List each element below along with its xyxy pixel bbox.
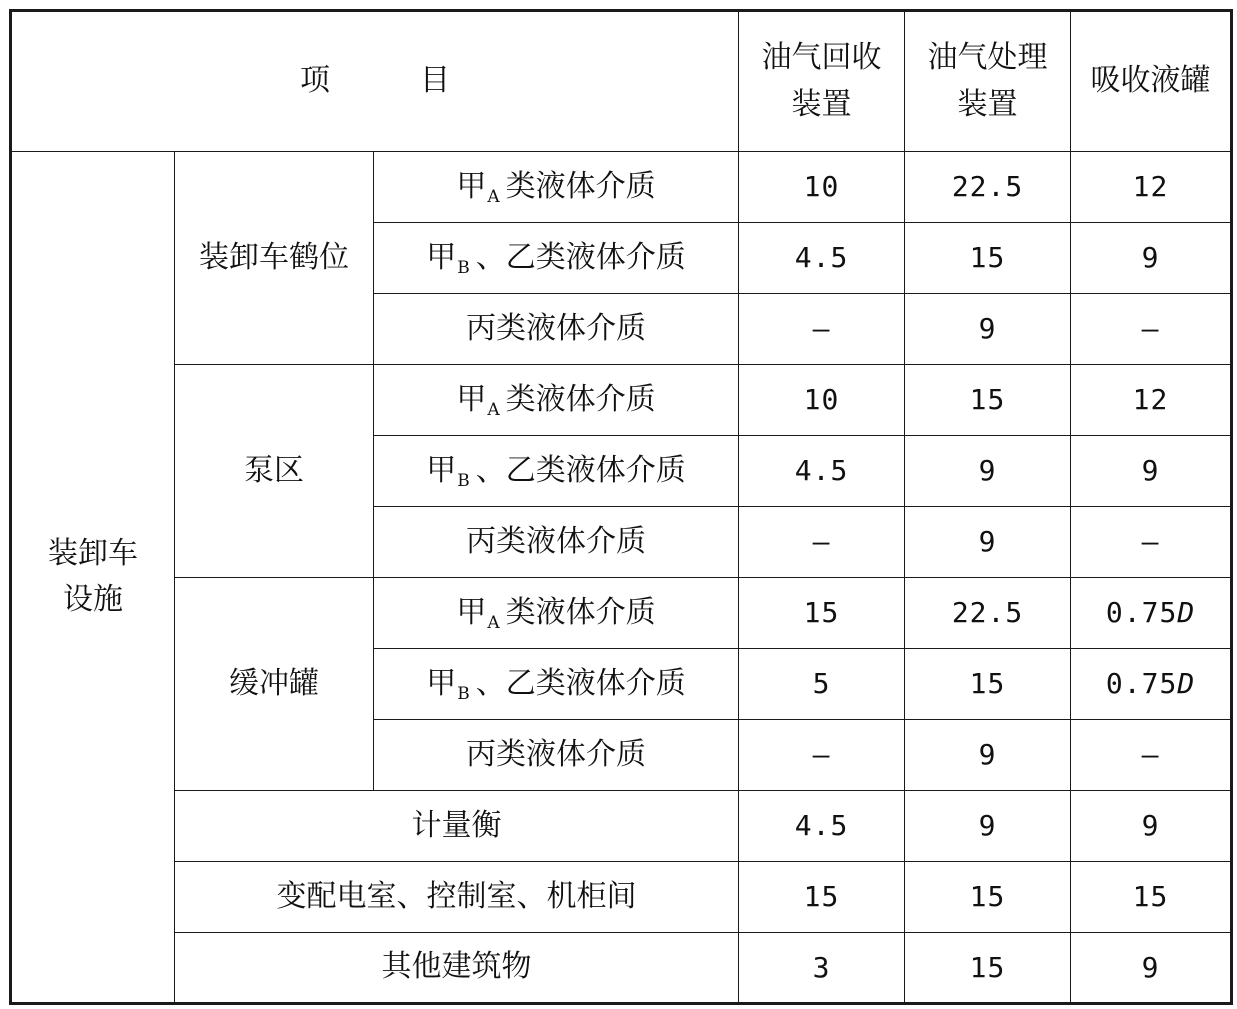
- header-col2-line2: 装置: [957, 86, 1018, 122]
- cell-value: 15: [739, 862, 905, 933]
- cell-value: 15: [905, 649, 1071, 720]
- spacing-table: [9, 9, 1233, 1005]
- table-row: [11, 862, 1232, 933]
- group-label: [11, 152, 175, 1004]
- cell-value: —: [1071, 294, 1232, 365]
- medium-class-a: 甲$_A$ 类液体介质: [374, 152, 739, 223]
- table-row: [11, 365, 1232, 436]
- cell-value: 4.5: [739, 223, 905, 294]
- cell-value: —: [1071, 720, 1232, 791]
- header-item: [11, 11, 739, 152]
- medium-class-b: 甲$_B$ 、乙类液体介质: [374, 649, 739, 720]
- cell-value: —: [1071, 507, 1232, 578]
- cell-value: 15: [905, 933, 1071, 1004]
- cell-value: 9: [905, 720, 1071, 791]
- group-label-line1: 装卸车: [48, 535, 138, 571]
- cell-value: 9: [905, 294, 1071, 365]
- cell-value: 0.75D: [1071, 578, 1232, 649]
- medium-class-b: 甲$_B$ 、乙类液体介质: [374, 223, 739, 294]
- table-row: [11, 578, 1232, 649]
- subgroup-buffer-tank: 缓冲罐: [175, 578, 374, 791]
- cell-value: 15: [905, 223, 1071, 294]
- cell-value: 9: [1071, 933, 1232, 1004]
- cell-value: 10: [739, 152, 905, 223]
- cell-value: —: [739, 507, 905, 578]
- cell-value: 9: [905, 791, 1071, 862]
- cell-value: 15: [905, 365, 1071, 436]
- cell-value: 15: [739, 578, 905, 649]
- diameter-symbol: D: [1177, 667, 1196, 701]
- cell-value: 15: [1071, 862, 1232, 933]
- cell-value: 15: [905, 862, 1071, 933]
- header-row: [11, 11, 1232, 152]
- header-item-char1: 项: [300, 63, 331, 99]
- medium-class-a: 甲$_A$ 类液体介质: [374, 365, 739, 436]
- cell-value: 5: [739, 649, 905, 720]
- cell-value: 9: [1071, 223, 1232, 294]
- cell-value: 9: [905, 507, 1071, 578]
- subgroup-pump-area: 泵区: [175, 365, 374, 578]
- header-vapor-recovery: [739, 11, 905, 152]
- header-col2-line1: 油气处理: [927, 40, 1048, 75]
- row-label-weighbridge: 计量衡: [175, 791, 739, 862]
- group-label-line2: 设施: [63, 582, 123, 617]
- cell-value: —: [739, 294, 905, 365]
- medium-class-b: 甲$_B$ 、乙类液体介质: [374, 436, 739, 507]
- row-label-substation: 变配电室、控制室、机柜间: [175, 862, 739, 933]
- header-col1-line1: 油气回收: [761, 40, 882, 75]
- medium-class-c: 丙类液体介质: [374, 294, 739, 365]
- header-vapor-treatment: [905, 11, 1071, 152]
- cell-value: 9: [905, 436, 1071, 507]
- diameter-symbol: D: [1177, 596, 1196, 630]
- cell-value: 3: [739, 933, 905, 1004]
- cell-value: 12: [1071, 365, 1232, 436]
- cell-value: —: [739, 720, 905, 791]
- medium-class-a: 甲$_A$ 类液体介质: [374, 578, 739, 649]
- subgroup-loading-arm: 装卸车鹤位: [175, 152, 374, 365]
- medium-class-c: 丙类液体介质: [374, 507, 739, 578]
- cell-value: 12: [1071, 152, 1232, 223]
- cell-value: 22.5: [905, 152, 1071, 223]
- header-absorbent-tank: 吸收液罐: [1071, 11, 1232, 152]
- cell-value: 9: [1071, 436, 1232, 507]
- table-row: [11, 933, 1232, 1004]
- cell-value: 0.75D: [1071, 649, 1232, 720]
- table-row: [11, 791, 1232, 862]
- header-item-char2: 目: [420, 63, 451, 99]
- cell-value: 22.5: [905, 578, 1071, 649]
- cell-value: 4.5: [739, 791, 905, 862]
- table-row: [11, 152, 1232, 223]
- header-col1-line2: 装置: [791, 86, 852, 122]
- row-label-other-buildings: 其他建筑物: [175, 933, 739, 1004]
- medium-class-c: 丙类液体介质: [374, 720, 739, 791]
- cell-value: 9: [1071, 791, 1232, 862]
- cell-value: 4.5: [739, 436, 905, 507]
- cell-value: 10: [739, 365, 905, 436]
